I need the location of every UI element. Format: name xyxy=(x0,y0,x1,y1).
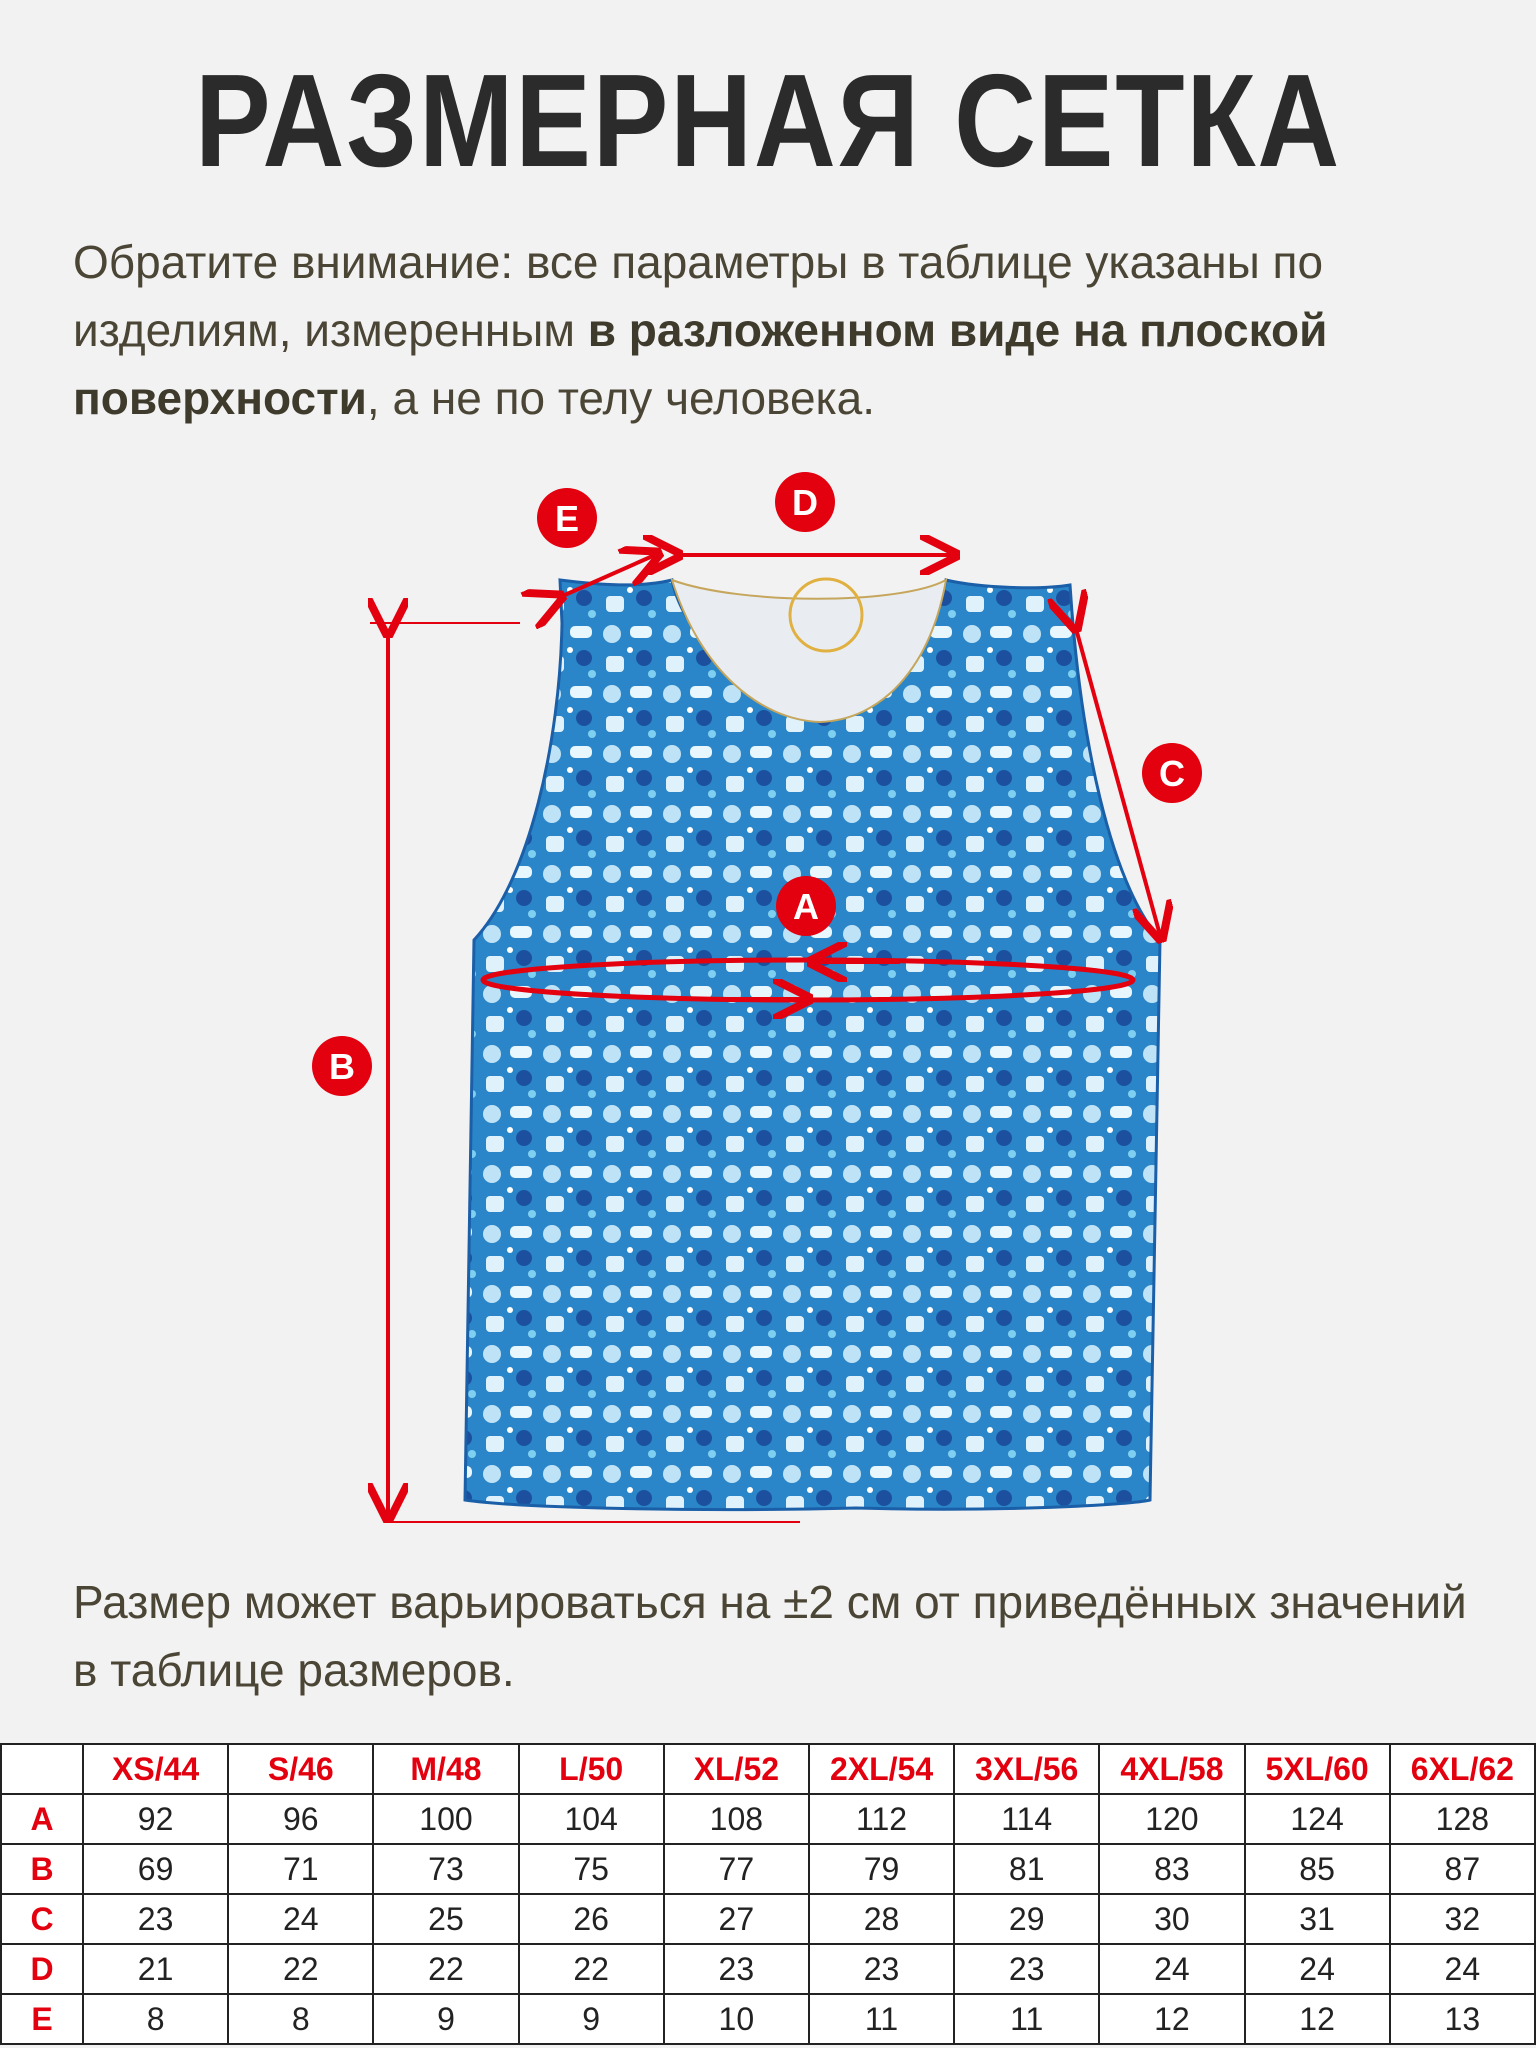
table-cell: 108 xyxy=(664,1794,809,1844)
page-title: РАЗМЕРНАЯ СЕТКА xyxy=(194,47,1342,194)
table-cell: 11 xyxy=(954,1994,1099,2044)
note-bold-text: в разложенном виде на плоской поверхности xyxy=(73,304,1328,424)
table-cell: 85 xyxy=(1245,1844,1390,1894)
table-cell: 23 xyxy=(954,1944,1099,1994)
diagram-svg xyxy=(0,440,1536,1550)
size-table xyxy=(0,1743,1536,2045)
variance-note: Размер может варьироваться на ±2 см от приведённых значений в таблице размеров. xyxy=(73,1576,1467,1696)
label-e: E xyxy=(554,498,580,539)
note-text-1: Обратите внимание: все параметры в таблице указаны по изделиям, измеренным xyxy=(73,236,1324,356)
table-cell: 24 xyxy=(1245,1944,1390,1994)
table-row xyxy=(1,1994,1535,2044)
table-row xyxy=(1,1844,1535,1894)
table-cell: 32 xyxy=(1390,1894,1535,1944)
table-cell: 69 xyxy=(83,1844,228,1894)
table-cell: 24 xyxy=(1099,1944,1244,1994)
table-cell: 22 xyxy=(228,1944,373,1994)
label-d: D xyxy=(792,482,818,523)
table-cell: 9 xyxy=(519,1994,664,2044)
table-cell: 104 xyxy=(519,1794,664,1844)
row-label: E xyxy=(1,1994,83,2044)
table-cell: 96 xyxy=(228,1794,373,1844)
table-cell: 8 xyxy=(83,1994,228,2044)
table-cell: 9 xyxy=(373,1994,518,2044)
size-col-header: S/46 xyxy=(228,1744,373,1794)
table-cell: 10 xyxy=(664,1994,809,2044)
table-cell: 92 xyxy=(83,1794,228,1844)
label-c: C xyxy=(1159,753,1185,794)
size-col-header: 5XL/60 xyxy=(1245,1744,1390,1794)
table-cell: 120 xyxy=(1099,1794,1244,1844)
table-cell: 24 xyxy=(228,1894,373,1944)
table-cell: 77 xyxy=(664,1844,809,1894)
table-row xyxy=(1,1944,1535,1994)
size-col-header: XS/44 xyxy=(83,1744,228,1794)
label-a: A xyxy=(793,886,819,927)
table-cell: 83 xyxy=(1099,1844,1244,1894)
table-cell: 22 xyxy=(373,1944,518,1994)
table-cell: 21 xyxy=(83,1944,228,1994)
table-cell: 31 xyxy=(1245,1894,1390,1944)
table-cell: 12 xyxy=(1245,1994,1390,2044)
table-cell: 81 xyxy=(954,1844,1099,1894)
table-cell: 13 xyxy=(1390,1994,1535,2044)
table-cell: 30 xyxy=(1099,1894,1244,1944)
tank-top-diagram xyxy=(0,440,1536,1550)
row-label: C xyxy=(1,1894,83,1944)
row-label: A xyxy=(1,1794,83,1844)
table-cell: 87 xyxy=(1390,1844,1535,1894)
row-label: D xyxy=(1,1944,83,1994)
size-col-header: XL/52 xyxy=(664,1744,809,1794)
table-cell: 8 xyxy=(228,1994,373,2044)
table-cell: 114 xyxy=(954,1794,1099,1844)
table-cell: 25 xyxy=(373,1894,518,1944)
row-label: B xyxy=(1,1844,83,1894)
table-cell: 112 xyxy=(809,1794,954,1844)
table-cell: 26 xyxy=(519,1894,664,1944)
table-cell: 73 xyxy=(373,1844,518,1894)
table-cell: 79 xyxy=(809,1844,954,1894)
size-col-header: 2XL/54 xyxy=(809,1744,954,1794)
size-header-row xyxy=(1,1744,1535,1794)
note-text-2: , а не по телу человека. xyxy=(366,372,876,424)
table-cell: 12 xyxy=(1099,1994,1244,2044)
table-cell: 27 xyxy=(664,1894,809,1944)
size-col-header: 3XL/56 xyxy=(954,1744,1099,1794)
table-cell: 29 xyxy=(954,1894,1099,1944)
table-cell: 24 xyxy=(1390,1944,1535,1994)
table-cell: 75 xyxy=(519,1844,664,1894)
table-cell: 23 xyxy=(809,1944,954,1994)
table-cell: 28 xyxy=(809,1894,954,1944)
size-col-header: 4XL/58 xyxy=(1099,1744,1244,1794)
size-col-header: 6XL/62 xyxy=(1390,1744,1535,1794)
table-row xyxy=(1,1894,1535,1944)
corner-cell xyxy=(1,1744,83,1794)
table-cell: 22 xyxy=(519,1944,664,1994)
table-cell: 23 xyxy=(83,1894,228,1944)
size-col-header: L/50 xyxy=(519,1744,664,1794)
table-cell: 100 xyxy=(373,1794,518,1844)
table-cell: 124 xyxy=(1245,1794,1390,1844)
size-col-header: M/48 xyxy=(373,1744,518,1794)
label-b: B xyxy=(329,1046,355,1087)
table-cell: 23 xyxy=(664,1944,809,1994)
table-cell: 11 xyxy=(809,1994,954,2044)
table-row xyxy=(1,1794,1535,1844)
measurement-note xyxy=(73,228,1493,432)
table-cell: 128 xyxy=(1390,1794,1535,1844)
table-cell: 71 xyxy=(228,1844,373,1894)
